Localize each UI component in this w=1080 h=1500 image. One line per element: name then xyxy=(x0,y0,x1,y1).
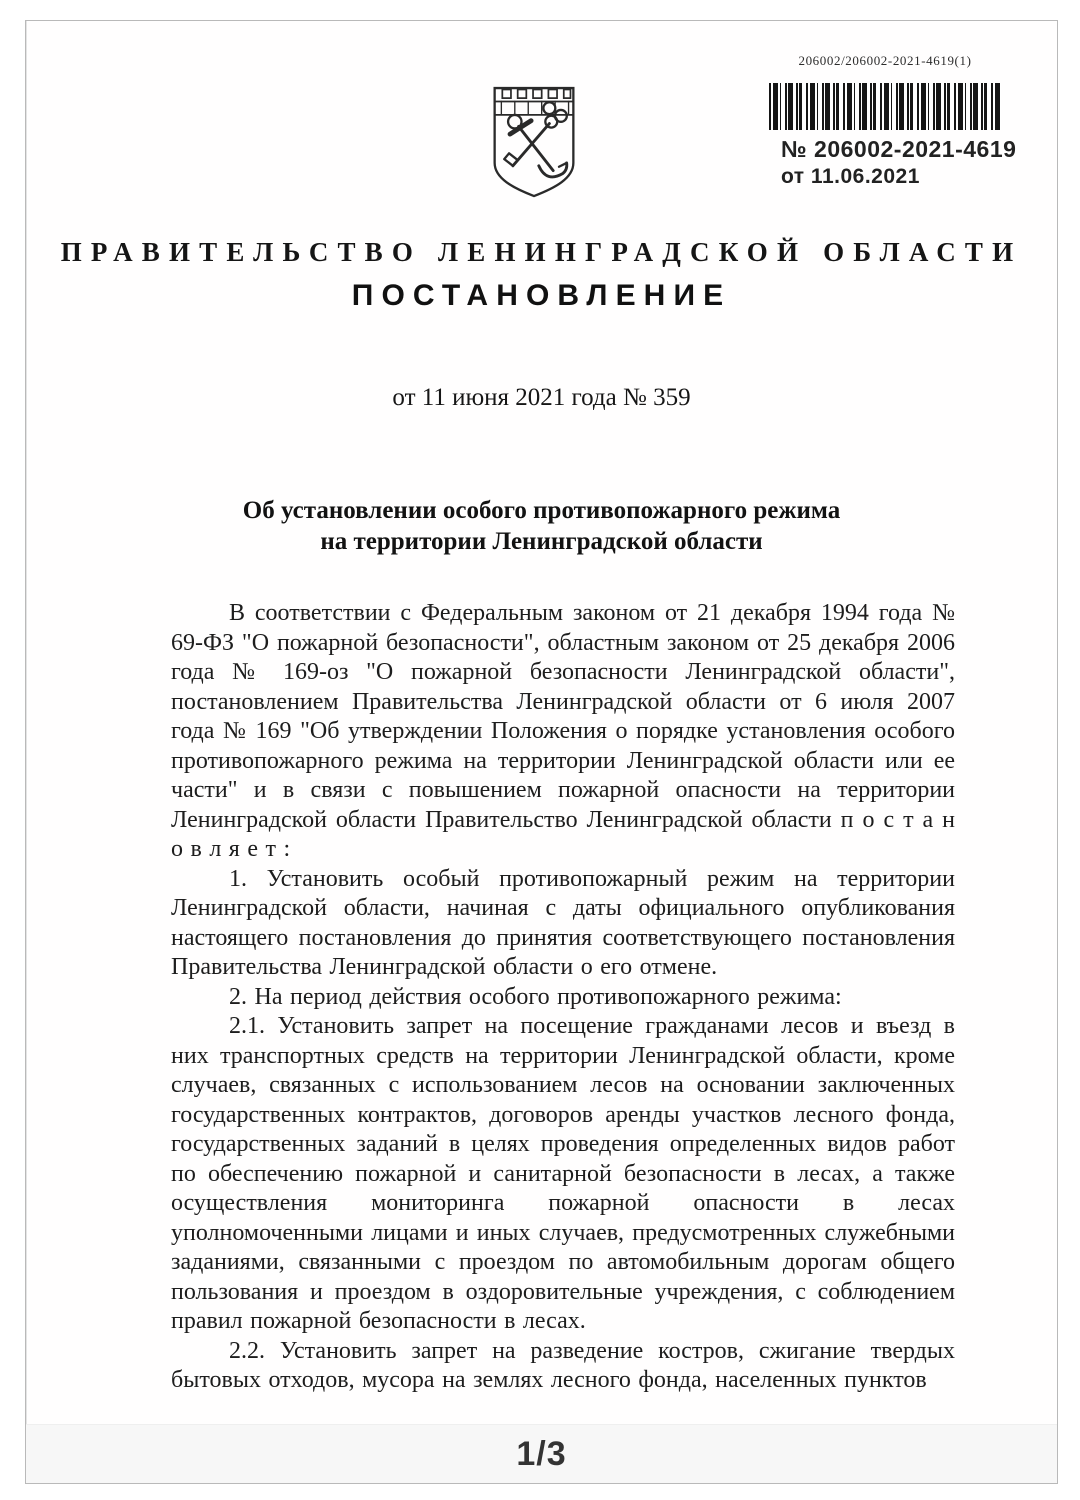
doc-title-line-2: на территории Ленинградской области xyxy=(320,528,763,555)
coat-of-arms-icon xyxy=(486,73,582,201)
doc-body xyxy=(171,599,955,1396)
barcode-icon xyxy=(769,83,1001,130)
page-indicator: 1/3 xyxy=(516,1434,567,1473)
ref-number: 206002/206002-2021-4619(1) xyxy=(798,53,972,68)
paragraph-item-2-2: 2.2. Установить запрет на разведение костров, сжигание твердых бытовых отходов, мусора на землях лесного фонда, населенных пунктов xyxy=(171,1337,955,1393)
registration-block xyxy=(765,53,1017,189)
doc-type-title: ПОСТАНОВЛЕНИЕ xyxy=(351,279,732,312)
page-indicator-bar xyxy=(26,1424,1057,1483)
paragraph-preamble: В соответствии с Федеральным законом от 21 декабря 1994 года № 69-ФЗ "О пожарной безопасности", областным законом от 25 декабря 2006 года № 169-оз "О пожарной безопасности Ленинградской области", постановлением Правительства Ленинградской области от 6 июля 2007 года № 169 "Об утверждении Положения о порядке установления особого противопожарного режима на территории Ленинградской области или ее части" и в связи с повышением пожарной опасности на территории Ленинградской области Правительство Ленинградской области п о с т а н о в л я е т : xyxy=(171,600,955,862)
doc-title-line-1: Об установлении особого противопожарного режима xyxy=(242,497,841,524)
doc-title xyxy=(26,495,1057,557)
paragraph-item-2: 2. На период действия особого противопожарного режима: xyxy=(229,983,842,1010)
document-page xyxy=(25,20,1058,1484)
paragraph-item-1: 1. Установить особый противопожарный режим на территории Ленинградской области, начиная с даты официального опубликования настоящего постановления до принятия соответствующего постановления Правительства Ленинградской области о его отмене. xyxy=(171,865,955,980)
paragraph-item-2-1: 2.1. Установить запрет на посещение гражданами лесов и въезд в них транспортных средств на территории Ленинградской области, кроме случаев, связанных с использованием лесов на основании заключенных государственных контрактов, договоров аренды участков лесного фонда, государственных заданий в целях проведения определенных видов работ по обеспечению пожарной и санитарной безопасности в лесах, а также осуществления мониторинга пожарной опасности в лесах уполномоченными лицами и иных случаев, предусмотренных служебными заданиями, связанными с проездом по автомобильным дорогам общего пользования и проездом в оздоровительные учреждения, с соблюдением правил пожарной безопасности в лесах. xyxy=(171,1013,955,1334)
barcode-number: № 206002-2021-4619 xyxy=(781,136,1017,162)
org-name: ПРАВИТЕЛЬСТВО ЛЕНИНГРАДСКОЙ ОБЛАСТИ xyxy=(60,237,1023,267)
doc-date-line: от 11 июня 2021 года № 359 xyxy=(392,384,691,411)
barcode-date: от 11.06.2021 xyxy=(781,165,920,188)
